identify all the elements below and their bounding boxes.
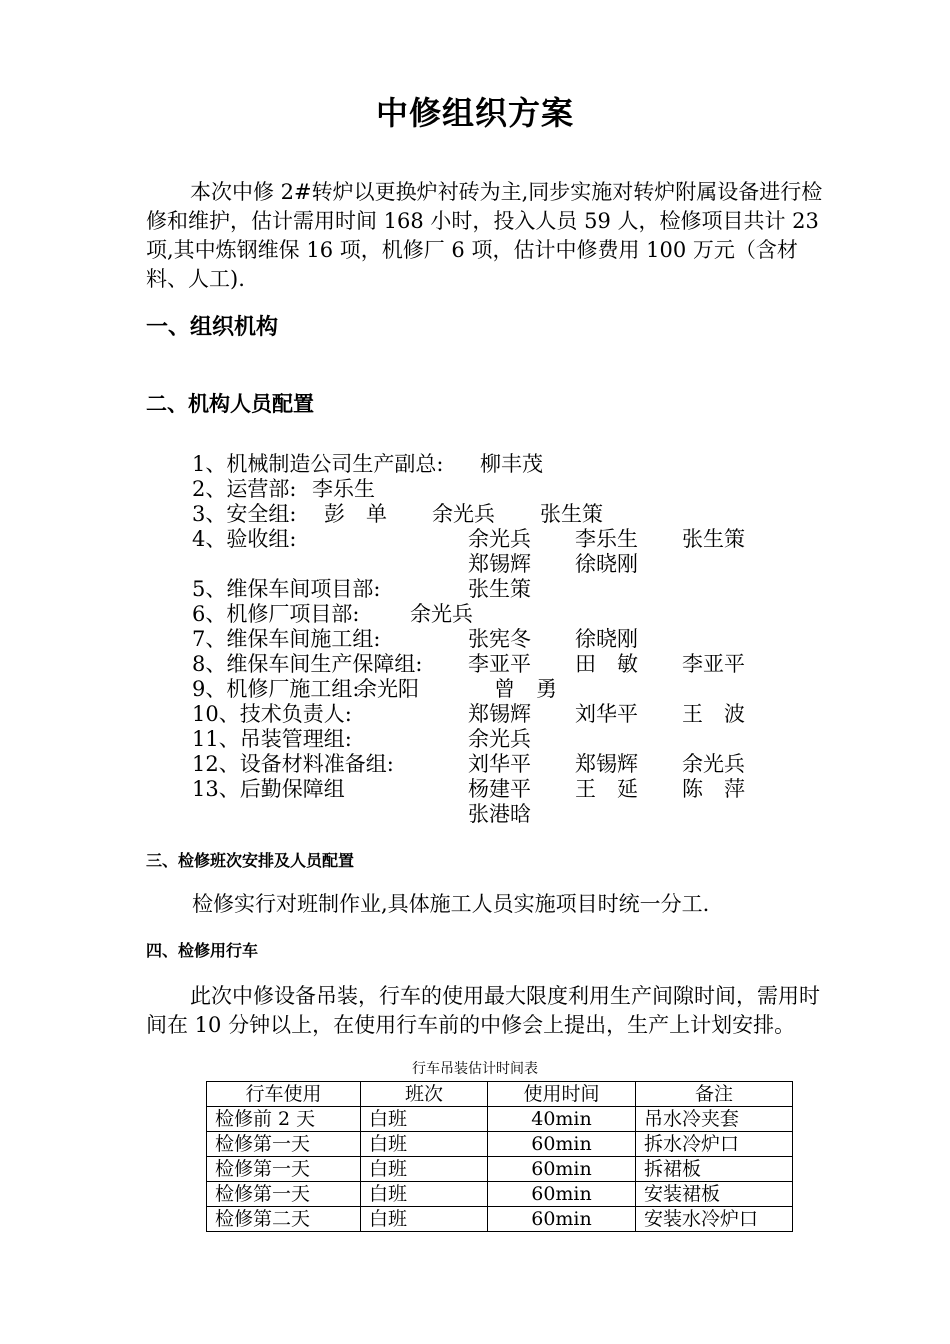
table-cell: 白班 bbox=[361, 1132, 488, 1157]
table-cell: 拆裙板 bbox=[636, 1157, 793, 1182]
document-title: 中修组织方案 bbox=[375, 94, 574, 132]
staff-member-name: 李乐生 bbox=[575, 527, 638, 551]
table-cell: 40min bbox=[488, 1107, 636, 1132]
staff-member-name: 张港晗 bbox=[468, 802, 531, 826]
intro-paragraph: 本次中修 2#转炉以更换炉衬砖为主,同步实施对转炉附属设备进行检修和维护，估计需用时间 168 小时，投入人员 59 人，检修项目共计 23 项,其中炼钢维保 16 项，机修厂 6 项，估计中修费用 100 万元（含材料、人工). bbox=[146, 180, 823, 291]
column-header: 使用时间 bbox=[488, 1082, 636, 1107]
table-cell: 白班 bbox=[361, 1207, 488, 1232]
table-cell: 白班 bbox=[361, 1157, 488, 1182]
staff-member-name: 徐晓刚 bbox=[575, 627, 638, 651]
table-cell: 白班 bbox=[361, 1182, 488, 1207]
column-header: 备注 bbox=[636, 1082, 793, 1107]
table-row bbox=[207, 1107, 793, 1132]
staff-role-label: 8、维保车间生产保障组: bbox=[192, 652, 423, 676]
staff-member-name: 余光阳 bbox=[356, 677, 419, 701]
staff-row bbox=[192, 577, 832, 602]
staff-row bbox=[192, 727, 832, 752]
column-header: 行车使用 bbox=[207, 1082, 361, 1107]
table-cell: 60min bbox=[488, 1132, 636, 1157]
staff-row bbox=[192, 702, 832, 727]
staff-row bbox=[192, 802, 832, 827]
staff-member-name: 王 延 bbox=[575, 777, 638, 801]
crane-schedule-table bbox=[206, 1081, 793, 1232]
staff-member-name: 曾 勇 bbox=[494, 677, 557, 701]
table-row bbox=[207, 1207, 793, 1232]
table-cell: 60min bbox=[488, 1207, 636, 1232]
section-heading-crane: 四、检修用行车 bbox=[146, 941, 259, 960]
table-cell: 检修前 2 天 bbox=[207, 1107, 361, 1132]
table-row bbox=[207, 1182, 793, 1207]
staff-row bbox=[192, 452, 832, 477]
staff-role-label: 11、吊装管理组: bbox=[192, 727, 352, 751]
table-cell: 检修第一天 bbox=[207, 1157, 361, 1182]
staff-member-name: 郑锡辉 bbox=[468, 552, 531, 576]
crane-paragraph: 此次中修设备吊装，行车的使用最大限度利用生产间隙时间，需用时间在 10 分钟以上，在使用行车前的中修会上提出，生产上计划安排。 bbox=[146, 984, 820, 1037]
staff-member-name: 余光兵 bbox=[432, 502, 495, 526]
staff-member-name: 李亚平 bbox=[468, 652, 531, 676]
staff-member-name: 李乐生 bbox=[312, 477, 375, 501]
section-heading-organization: 一、组织机构 bbox=[146, 315, 279, 340]
staff-role-label: 6、机修厂项目部: bbox=[192, 602, 360, 626]
staff-member-name: 张生策 bbox=[468, 577, 531, 601]
staff-member-name: 刘华平 bbox=[575, 702, 638, 726]
staff-member-name: 郑锡辉 bbox=[575, 752, 638, 776]
table-cell: 检修第二天 bbox=[207, 1207, 361, 1232]
table-cell: 拆水冷炉口 bbox=[636, 1132, 793, 1157]
staff-role-label: 12、设备材料准备组: bbox=[192, 752, 394, 776]
staff-member-name: 徐晓刚 bbox=[575, 552, 638, 576]
section-heading-shift: 三、检修班次安排及人员配置 bbox=[146, 851, 355, 870]
staff-row bbox=[192, 652, 832, 677]
staff-role-label: 4、验收组: bbox=[192, 527, 297, 551]
staff-row bbox=[192, 477, 832, 502]
staff-role-label: 5、维保车间项目部: bbox=[192, 577, 381, 601]
staff-member-name: 李亚平 bbox=[682, 652, 745, 676]
staff-role-label: 1、机械制造公司生产副总: bbox=[192, 452, 444, 476]
table-cell: 白班 bbox=[361, 1107, 488, 1132]
staff-member-name: 刘华平 bbox=[468, 752, 531, 776]
column-header: 班次 bbox=[361, 1082, 488, 1107]
table-cell: 检修第一天 bbox=[207, 1132, 361, 1157]
table-cell: 60min bbox=[488, 1157, 636, 1182]
staff-row bbox=[192, 677, 832, 702]
staff-member-name: 杨建平 bbox=[468, 777, 531, 801]
staff-row bbox=[192, 502, 832, 527]
staff-member-name: 余光兵 bbox=[468, 527, 531, 551]
staff-role-label: 10、技术负责人: bbox=[192, 702, 352, 726]
table-row bbox=[207, 1157, 793, 1182]
staff-row bbox=[192, 602, 832, 627]
staff-member-name: 柳丰茂 bbox=[480, 452, 543, 476]
table-cell: 60min bbox=[488, 1182, 636, 1207]
table-cell: 安装水冷炉口 bbox=[636, 1207, 793, 1232]
staff-list bbox=[192, 452, 832, 827]
staff-row bbox=[192, 552, 832, 577]
staff-role-label: 13、后勤保障组 bbox=[192, 777, 345, 801]
staff-member-name: 张生策 bbox=[540, 502, 603, 526]
staff-member-name: 余光兵 bbox=[682, 752, 745, 776]
staff-member-name: 彭 单 bbox=[324, 502, 387, 526]
staff-role-label: 2、运营部: bbox=[192, 477, 297, 501]
shift-paragraph: 检修实行对班制作业,具体施工人员实施项目时统一分工. bbox=[192, 892, 710, 916]
table-caption: 行车吊装估计时间表 bbox=[412, 1061, 538, 1077]
staff-role-label: 9、机修厂施工组: bbox=[192, 677, 360, 701]
table-cell: 吊水冷夹套 bbox=[636, 1107, 793, 1132]
staff-row bbox=[192, 527, 832, 552]
staff-role-label: 3、安全组: bbox=[192, 502, 297, 526]
table-cell: 安装裙板 bbox=[636, 1182, 793, 1207]
staff-role-label: 7、维保车间施工组: bbox=[192, 627, 381, 651]
table-header-row bbox=[207, 1082, 793, 1107]
staff-member-name: 张生策 bbox=[682, 527, 745, 551]
table-cell: 检修第一天 bbox=[207, 1182, 361, 1207]
staff-row bbox=[192, 777, 832, 802]
staff-member-name: 张宪冬 bbox=[468, 627, 531, 651]
staff-member-name: 陈 萍 bbox=[682, 777, 745, 801]
table-row bbox=[207, 1132, 793, 1157]
staff-member-name: 王 波 bbox=[682, 702, 745, 726]
staff-row bbox=[192, 627, 832, 652]
staff-row bbox=[192, 752, 832, 777]
staff-member-name: 郑锡辉 bbox=[468, 702, 531, 726]
staff-member-name: 田 敏 bbox=[575, 652, 638, 676]
section-heading-staff: 二、机构人员配置 bbox=[146, 392, 314, 416]
staff-member-name: 余光兵 bbox=[468, 727, 531, 751]
staff-member-name: 余光兵 bbox=[410, 602, 473, 626]
